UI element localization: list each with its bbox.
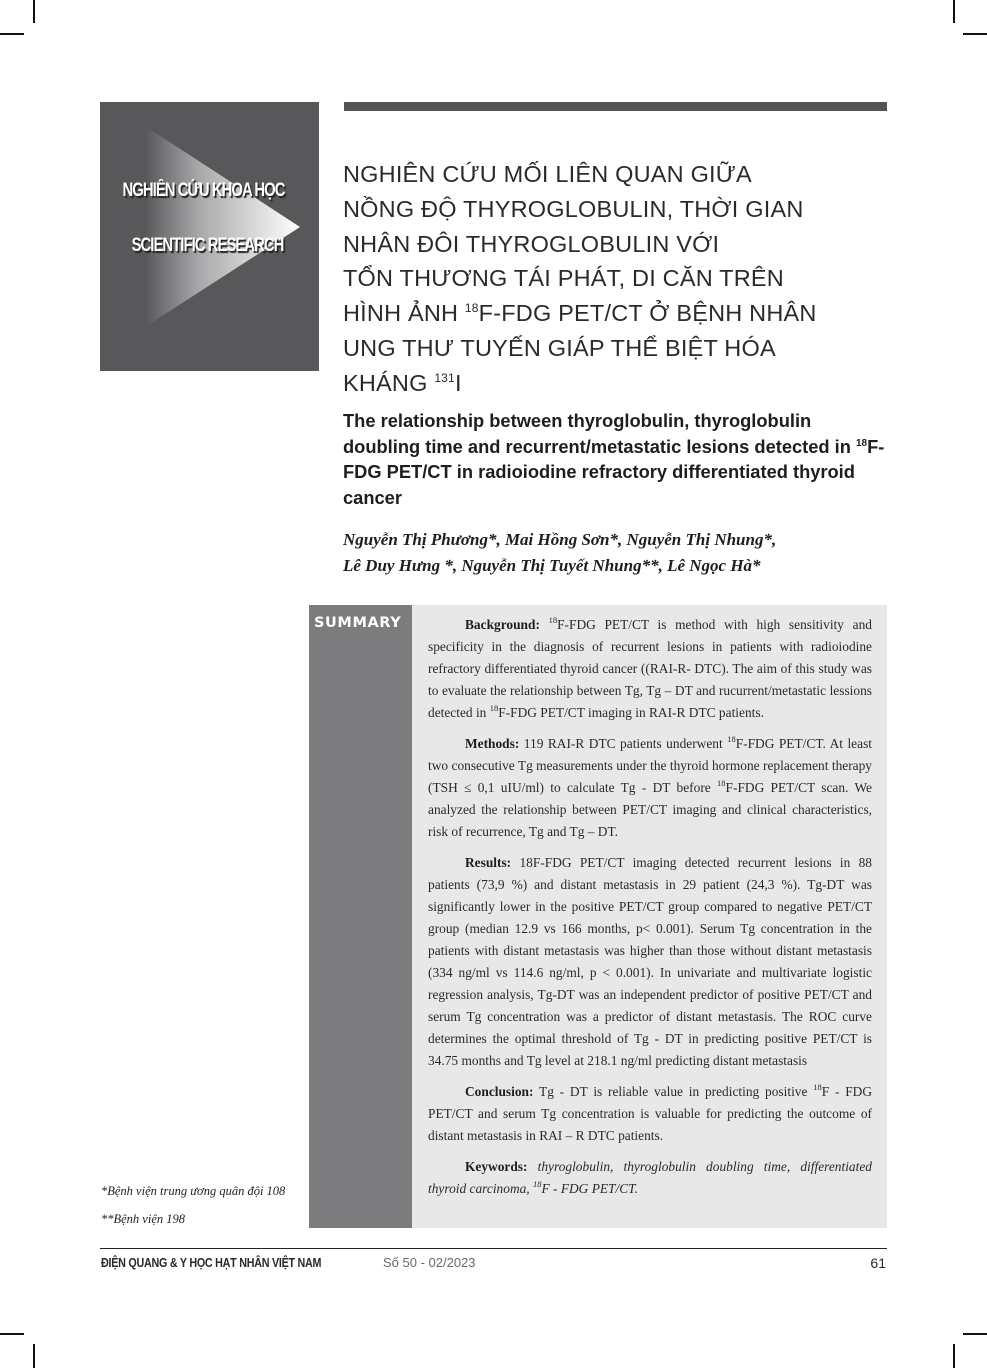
conclusion-heading: Conclusion: [465,1084,534,1099]
methods-paragraph [428,733,872,843]
keywords-paragraph [428,1156,872,1200]
crop-mark-bottom-left-h [0,1333,24,1335]
title-vn-line [343,296,888,331]
title-vn-line: NHÂN ĐÔI THYROGLOBULIN VỚI [343,230,720,257]
text: 119 RAI-R DTC patients underwent [523,736,728,751]
text: KHÁNG [343,369,435,396]
issue-number: Số 50 - 02/2023 [383,1255,476,1270]
crop-mark-bottom-left-v [33,1344,35,1368]
superscript: 18 [533,1179,542,1189]
crop-mark-top-right-h [963,33,987,35]
affiliation-1: *Bệnh viện trung ương quân đội 108 [101,1184,286,1198]
text: The relationship between thyroglobulin, thyroglobulin doubling time and recurrent/metastatic lesions detected in [343,410,856,457]
superscript: 18 [856,437,868,449]
crop-mark-top-left-v [33,0,35,23]
keywords-heading: Keywords: [465,1159,528,1174]
keywords-text: F - FDG PET/CT. [541,1181,638,1196]
conclusion-paragraph [428,1081,872,1147]
text: 18F-FDG PET/CT imaging detected recurrent lesions in 88 patients (73,9 %) and distant metastasis in 29 patient (24,3 %). Tg-DT was significantly lower in the positive PET/CT group compared to negative PET/CT group (median 12.9 vs 166 months, p< 0.001). Serum Tg concentration in the patients with distant metastasis was higher than those without distant metastasis (334 ng/ml vs 114.6 ng/ml, p < 0.001). In univariate and multivariate logistic regression analysis, Tg-DT was an independent predictor of positive PET/CT and serum Tg concentration was a predictor of distant metastasis. The ROC curve determines the optimal threshold of Tg - DT in predicting positive PET/CT is 34.75 months and Tg level at 218.1 ng/ml predicting distant metastasis [428,855,872,1068]
methods-heading: Methods: [465,736,520,751]
superscript: 18 [727,734,736,744]
summary-box [309,605,887,1228]
summary-sidebar [309,605,412,1228]
author-list [343,527,888,579]
text: F-FDG PET/CT is method with high sensitivity and specificity in the diagnosis of recurrent lesions in patients with radioiodine refractory differentiated thyroid cancer ((RAI-R- DTC). The aim of this study was to evaluate the relationship between Tg, Tg – DT and rucurrent/metastatic lessions detected in [428,617,872,720]
text: I [454,369,462,396]
section-banner [100,102,319,371]
authors-line: Lê Duy Hưng *, Nguyễn Thị Tuyết Nhung**, Lê Ngọc Hà* [343,556,761,575]
affiliation-2: **Bệnh viện 198 [101,1212,186,1226]
superscript: 18 [464,301,479,316]
results-paragraph [428,852,872,1072]
superscript: 18 [813,1082,822,1092]
superscript: 131 [434,370,455,385]
keywords-text: thyroglobulin, thyroglobulin doubling time, differentiated thyroid carcinoma, [428,1159,872,1196]
results-heading: Results: [465,855,512,870]
banner-title-en: SCIENTIFIC RESEARCH [131,235,284,256]
text: F-FDG PET/CT imaging in RAI-R DTC patients. [498,705,764,720]
superscript: 18 [489,703,499,713]
background-paragraph [428,614,872,724]
crop-mark-top-right-v [953,0,955,23]
authors-line: Nguyễn Thị Phương*, Mai Hồng Sơn*, Nguyễn Thị Nhung*, [343,530,777,549]
superscript: 18 [548,615,558,625]
page-number: 61 [870,1255,886,1271]
journal-name: ĐIỆN QUANG & Y HỌC HẠT NHÂN VIỆT NAM [101,1256,322,1270]
text: F - FDG PET/CT and serum Tg concentration is valuable for predicting the outcome of distant metastasis in RAI – R DTC patients. [428,1084,872,1143]
text: Tg - DT is reliable value in predicting positive [539,1084,814,1099]
header-bar [344,102,887,111]
title-vietnamese [343,157,888,401]
text: F-FDG PET/CT in radioiodine refractory differentiated thyroid cancer [343,435,885,508]
background-heading: Background: [465,617,540,632]
title-vn-line: UNG THƯ TUYẾN GIÁP THỂ BIỆT HÓA [343,334,776,361]
text: F-FDG PET/CT scan. We analyzed the relationship between PET/CT imaging and clinical characteristics, risk of recurrence, Tg and Tg – DT. [428,780,872,839]
title-vn-line [343,366,888,401]
summary-label: SUMMARY [314,615,402,631]
crop-mark-bottom-right-v [953,1344,955,1368]
summary-text [428,614,872,1209]
crop-mark-bottom-right-h [963,1333,987,1335]
superscript: 18 [717,778,726,788]
title-english [343,408,888,510]
crop-mark-top-left-h [0,33,24,35]
title-vn-line: TỔN THƯƠNG TÁI PHÁT, DI CĂN TRÊN [343,265,784,292]
title-vn-line: NỒNG ĐỘ THYROGLOBULIN, THỜI GIAN [343,195,804,222]
banner-title-vn: NGHIÊN CỨU KHOA HỌC [122,180,285,201]
footer-divider [100,1248,887,1249]
text: F-FDG PET/CT Ở BỆNH NHÂN [478,300,817,327]
text: HÌNH ẢNH [343,300,465,327]
title-vn-line: NGHIÊN CỨU MỐI LIÊN QUAN GIỮA [343,161,752,187]
text: F-FDG PET/CT. At least two consecutive Tg measurements under the thyroid hormone replacement therapy (TSH ≤ 0,1 uIU/ml) to calculate Tg - DT before [428,736,872,795]
